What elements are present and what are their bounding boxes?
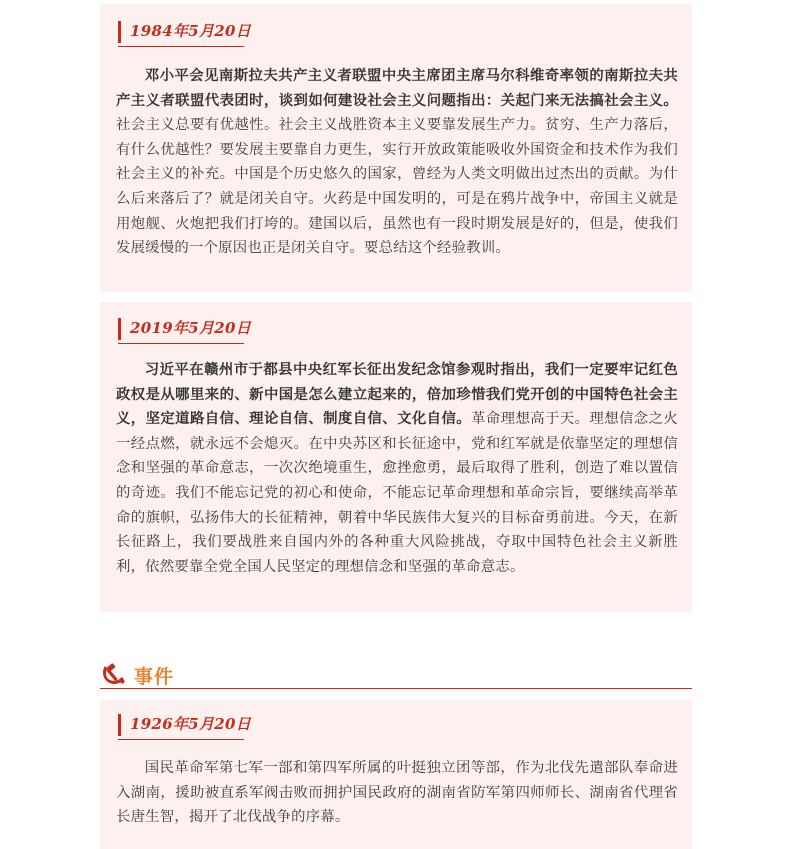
entry-card-2019 bbox=[100, 302, 692, 612]
entry-text: 社会主义总要有优越性。社会主义战胜资本主义要靠发展生产力。贫穷、生产力落后，有什么优越性？要发展主要靠自力更生，实行开放政策能吸收外国资金和技术作为我们社会主义的补充。中国是个历史悠久的国家，曾经为人类文明做出过杰出的贡献。为什么后来落后了？就是闭关自守。火药是中国发明的，可是在鸦片战争中，帝国主义就是用炮舰、火炮把我们打垮的。建国以后，虽然也有一段时期发展是好的，但是，使我们发展缓慢的一个原因也正是闭关自守。要总结这个经验教训。 bbox=[116, 117, 678, 257]
date-accent-bar bbox=[118, 714, 121, 736]
section-header-events bbox=[100, 658, 692, 690]
date-underline bbox=[118, 739, 244, 740]
entry-date: 2019年5月20日 bbox=[130, 319, 252, 337]
date-header bbox=[118, 18, 252, 48]
date-accent-bar bbox=[118, 318, 121, 340]
event-date: 1926年5月20日 bbox=[130, 715, 252, 733]
entry-text: 革命理想高于天。理想信念之火一经点燃，就永远不会熄灭。在中央苏区和长征途中，党和红军就是依靠坚定的理想信念和坚强的革命意志，一次次绝境重生，愈挫愈勇，最后取得了胜利，创造了难以置信的奇迹。我们不能忘记党的初心和使命，不能忘记革命理想和革命宗旨，要继续高举革命的旗帜，弘扬伟大的长征精神，朝着中华民族伟大复兴的目标奋勇前进。今天，在新长征路上，我们要战胜来自国内外的各种重大风险挑战，夺取中国特色社会主义新胜利，依然要靠全党全国人民坚定的理想信念和坚强的革命意志。 bbox=[116, 411, 678, 575]
date-underline bbox=[118, 343, 244, 344]
hammer-sickle-icon bbox=[100, 660, 126, 686]
date-underline bbox=[118, 46, 244, 47]
section-title: 事件 bbox=[134, 666, 175, 688]
entry-bold-lead: 习近平在赣州市于都县中央红军长征出发纪念馆参观时指出，我们一定要牢记红色政权是从哪里来的、新中国是怎么建立起来的，倍加珍惜我们党开创的中国特色社会主义，坚定道路自信、理论自信、制度自信、文化自信。 bbox=[116, 362, 678, 428]
section-divider bbox=[100, 688, 692, 689]
entry-body bbox=[116, 358, 678, 579]
entry-body bbox=[116, 64, 678, 261]
entry-card-1984 bbox=[100, 4, 692, 292]
event-card-1926 bbox=[100, 700, 692, 849]
date-header bbox=[118, 711, 252, 741]
date-header bbox=[118, 315, 252, 345]
date-accent-bar bbox=[118, 21, 121, 43]
entry-bold-lead: 邓小平会见南斯拉夫共产主义者联盟中央主席团主席马尔科维奇率领的南斯拉夫共产主义者联盟代表团时，谈到如何建设社会主义问题指出：关起门来无法搞社会主义。 bbox=[116, 68, 678, 109]
event-body: 国民革命军第七军一部和第四军所属的叶挺独立团等部，作为北伐先遣部队奉命进入湖南，援助被直系军阀击败而拥护国民政府的湖南省防军第四师师长、湖南省代理省长唐生智，揭开了北伐战争的序幕。 bbox=[116, 760, 678, 826]
entry-date: 1984年5月20日 bbox=[130, 22, 252, 40]
